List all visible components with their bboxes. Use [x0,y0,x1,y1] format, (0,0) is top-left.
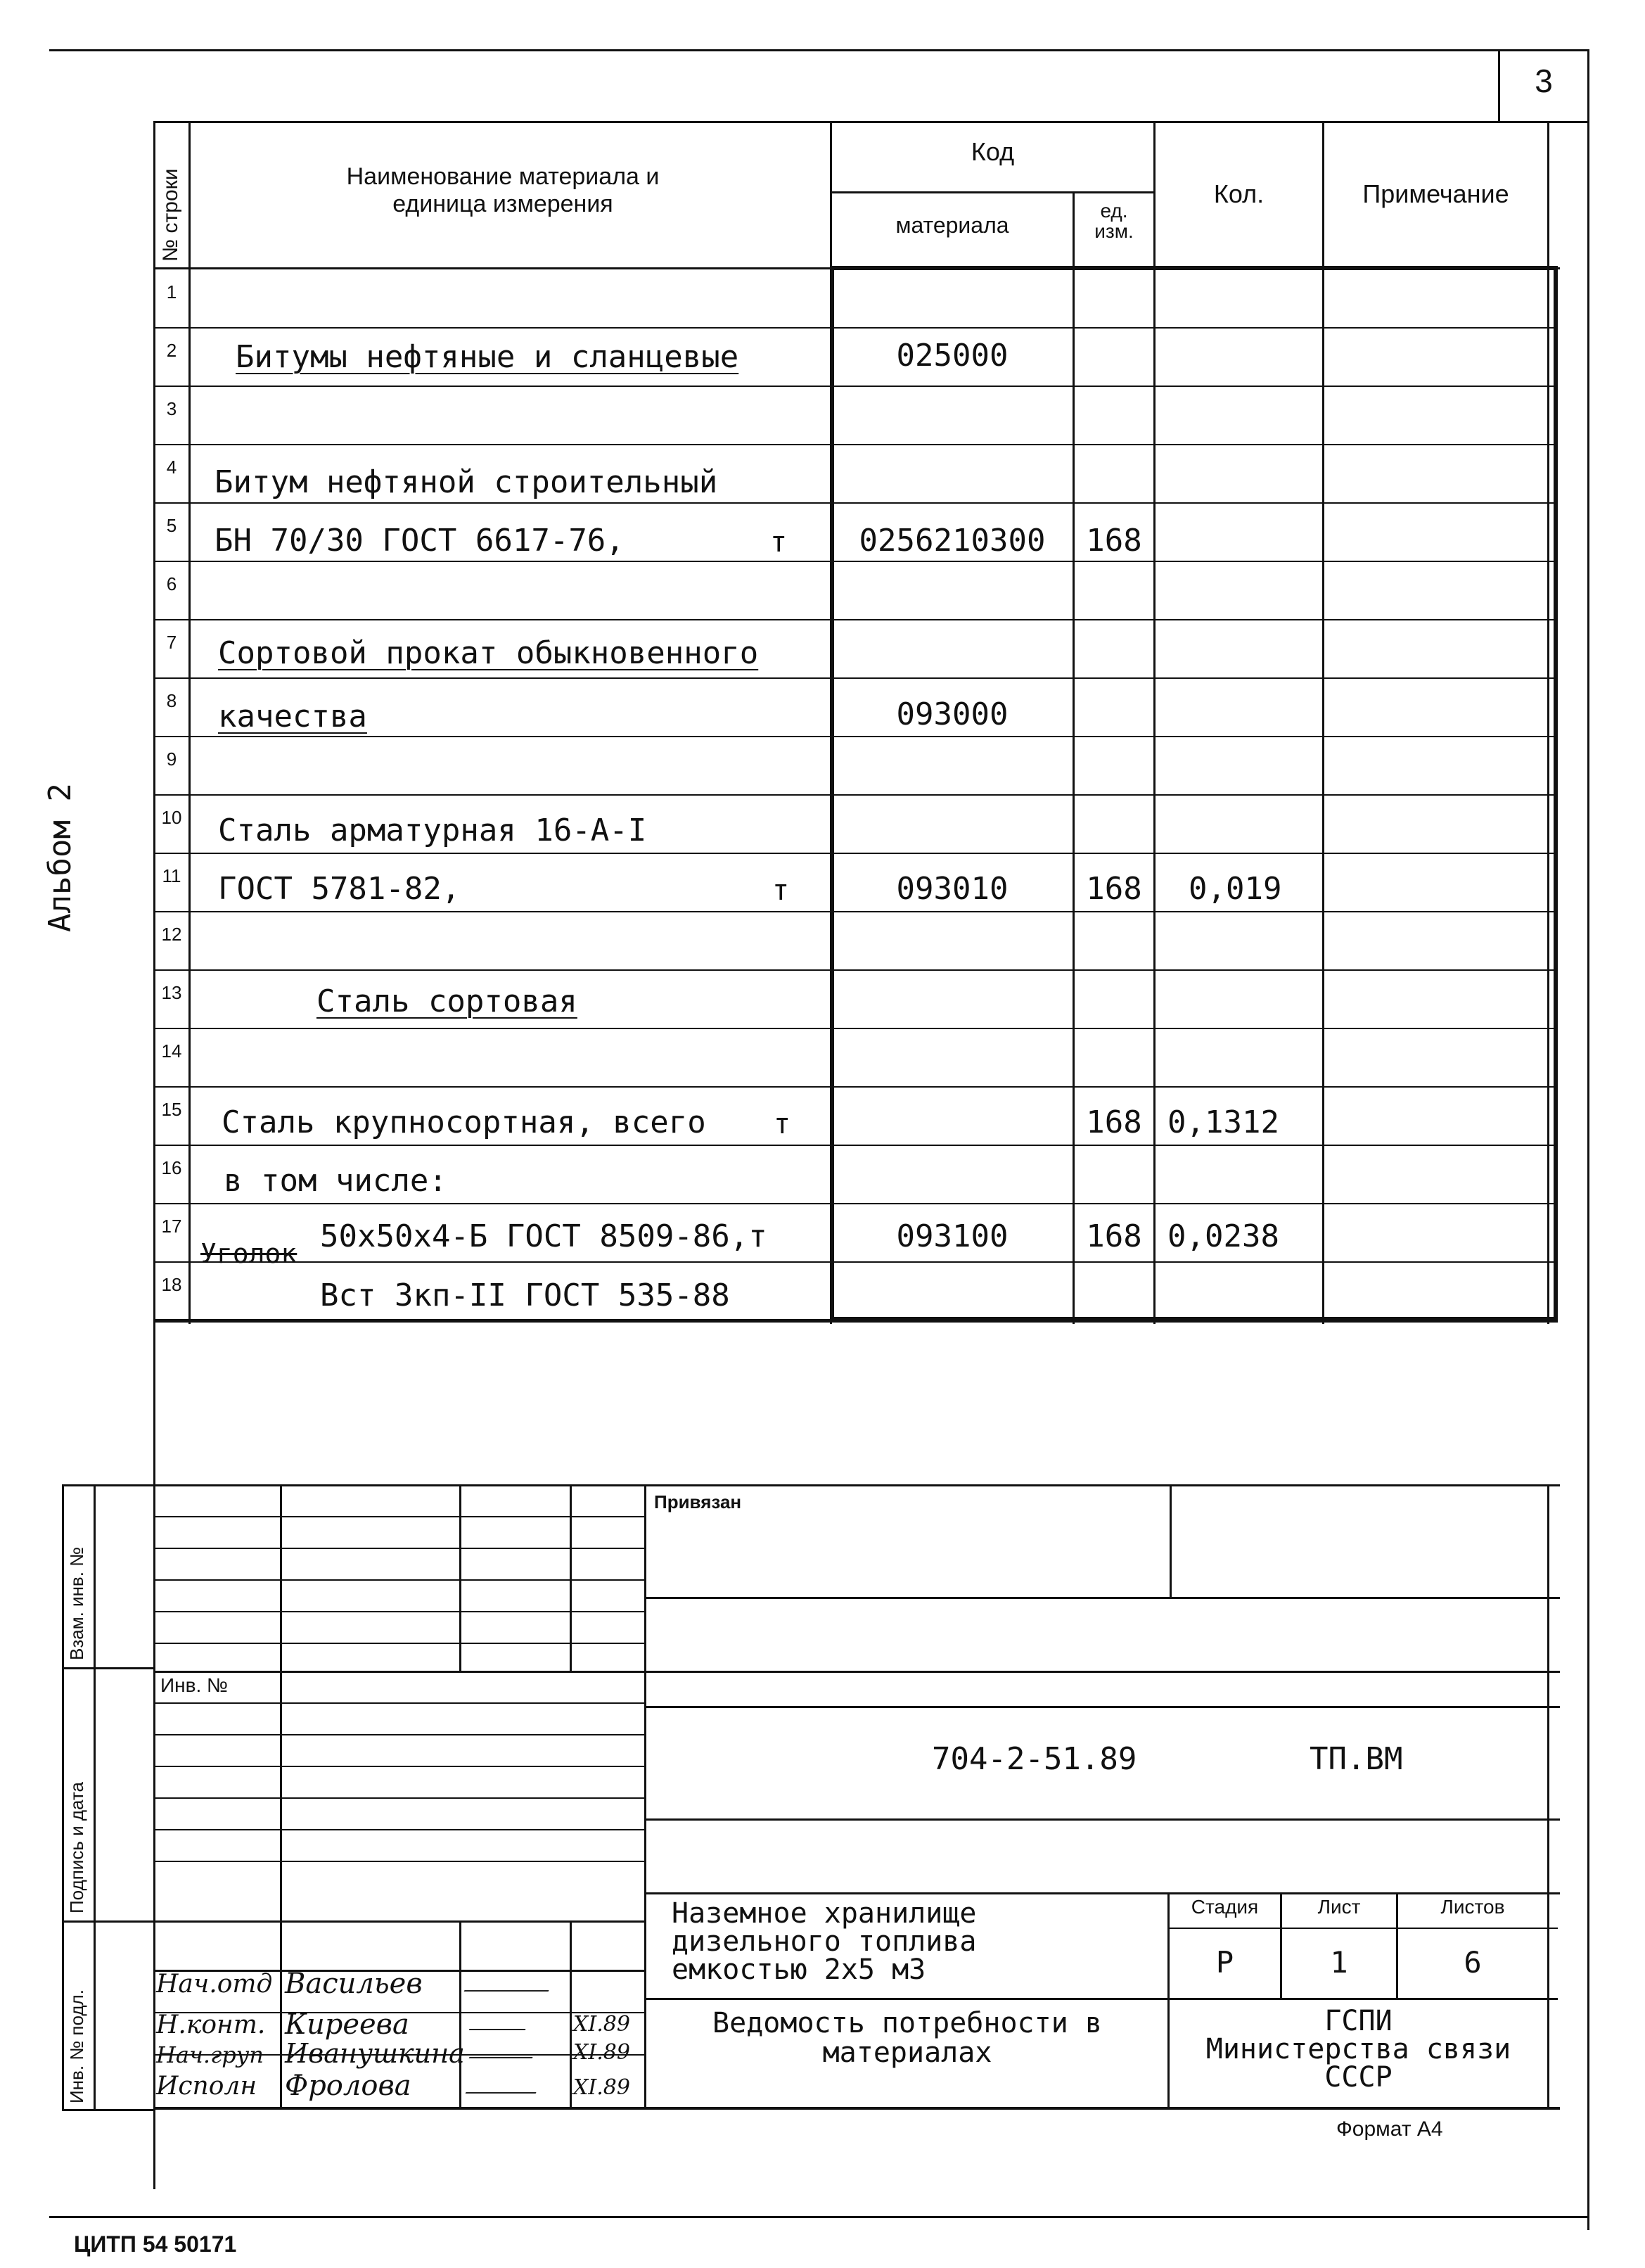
cell-material-code: 093100 [896,1218,1009,1254]
cell-unit-code: 168 [1086,1218,1142,1254]
signer-name: Фролова [285,2070,411,2102]
data-area-frame [830,266,1558,1321]
organization: ГСПИ Министерства связи СССР [1205,2005,1511,2094]
cell-material-code: 093000 [896,696,1009,732]
row-number: 1 [166,281,177,302]
signer-name: Васильев [285,1968,423,2000]
cell-material-code: 093010 [896,871,1009,907]
row-number: 10 [161,807,182,828]
cell-unit-code: 168 [1086,523,1142,559]
cell-name: Битум нефтяной строительный [215,464,718,500]
cell-name: Сталь крупносортная, всего [222,1104,706,1140]
inv-no-label: Инв. № [160,1674,229,1696]
signer-role: Нач.отд [156,1970,273,1999]
cell-unit-code: 168 [1086,871,1142,907]
document-suffix: ТП.ВМ [1310,1741,1403,1777]
row-number: 4 [166,457,177,478]
row-number: 8 [166,690,177,711]
row-number: 17 [161,1216,182,1237]
footer-code: ЦИТП 54 50171 [74,2231,237,2257]
row-number: 11 [162,865,181,886]
signer-date: XI.89 [573,2040,630,2065]
top-border-line [49,49,1589,51]
row-number: 15 [161,1099,182,1120]
cell-name: в том числе: [224,1163,447,1199]
table-bottom-line [153,1319,1558,1323]
sheets-value: 6 [1464,1945,1482,1980]
signer-role: Исполн [156,2072,257,2101]
cell-name-prefix: Уголок [200,1238,297,1269]
cell-quantity: 0,1312 [1167,1104,1279,1140]
sheet-number-box-left [1498,49,1500,123]
album-label: Альбом 2 [42,783,78,932]
header-code: Код [971,137,1015,166]
header-row-number: № строки [159,168,182,262]
row-number: 14 [161,1040,182,1062]
frame-top-line [153,121,1589,123]
cell-material-code: 025000 [896,338,1009,374]
signer-name: Иванушкина [285,2038,465,2069]
cell-name-unit: т [772,874,790,907]
cell-name: Сталь арматурная 16-А-I [218,813,647,848]
cell-material-code: 0256210300 [859,523,1046,559]
signature-mark [466,2068,548,2094]
document-code: 704-2-51.89 [932,1741,1137,1777]
row-number: 7 [166,632,177,653]
sheet-title: Ведомость потребности в материалах [712,2007,1102,2069]
signature-mark [464,1966,561,1992]
format-label: Формат А4 [1336,2117,1443,2141]
header-material-code: материала [895,212,1009,238]
stamp-label-original-inv: Инв. № подл. [66,1989,87,2103]
object-title: Наземное хранилище дизельного топлива емкостью 2х5 м3 [672,1897,977,1986]
row-number: 12 [161,924,182,945]
cell-name-unit: т [770,526,788,559]
header-unit-code: ед. изм. [1094,200,1134,243]
cell-name: качества [218,699,367,734]
cell-name-unit: т [774,1108,791,1140]
row-number: 5 [166,515,177,536]
sheets-label: Листов [1440,1896,1505,1918]
cell-name: Сортовой прокат обыкновенного [218,635,759,671]
signer-name: Киреева [285,2008,409,2041]
stage-label: Стадия [1191,1896,1259,1918]
sheet-value: 1 [1330,1945,1348,1980]
cell-name: Вст 3кп-II ГОСТ 535-88 [320,1278,730,1313]
stage-value: Р [1215,1945,1234,1980]
row-number: 3 [166,398,177,419]
signer-date: XI.89 [573,2075,630,2100]
cell-name: 50х50х4-Б ГОСТ 8509-86,т [320,1218,767,1254]
signature-mark [469,2033,544,2058]
row-number: 6 [166,573,177,594]
cell-unit-code: 168 [1086,1104,1142,1140]
signer-date: XI.89 [573,2012,630,2037]
bottom-border-line [49,2216,1589,2218]
signature-mark [469,2005,537,2030]
left-stamp-strip [62,1484,153,2110]
row-number: 13 [161,982,182,1003]
row-number: 16 [161,1157,182,1178]
frame-right-line [1587,49,1589,2230]
row-number: 18 [161,1274,182,1295]
signer-role: Нач.груп [156,2041,264,2068]
header-quantity: Кол. [1213,179,1265,208]
frame-left-line [153,121,155,2189]
privyazan-label: Привязан [654,1491,742,1512]
cell-name: Сталь сортовая [316,983,577,1019]
signer-role: Н.конт. [156,2011,266,2039]
cell-name: БН 70/30 ГОСТ 6617-76, [215,523,625,559]
sheet-number: 3 [1535,63,1553,99]
stamp-label-signature-date: Подпись и дата [66,1781,87,1913]
header-material-name: Наименование материала и единица измерения [346,163,660,218]
cell-quantity: 0,019 [1189,871,1282,907]
sheet-label: Лист [1317,1896,1361,1918]
stamp-label-replaced-inv: Взам. инв. № [66,1546,87,1660]
row-number: 2 [166,340,177,361]
cell-name: Битумы нефтяные и сланцевые [236,339,739,375]
cell-quantity: 0,0238 [1167,1218,1279,1254]
cell-name: ГОСТ 5781-82, [218,871,461,907]
row-number: 9 [166,748,177,770]
header-note: Примечание [1362,179,1509,208]
